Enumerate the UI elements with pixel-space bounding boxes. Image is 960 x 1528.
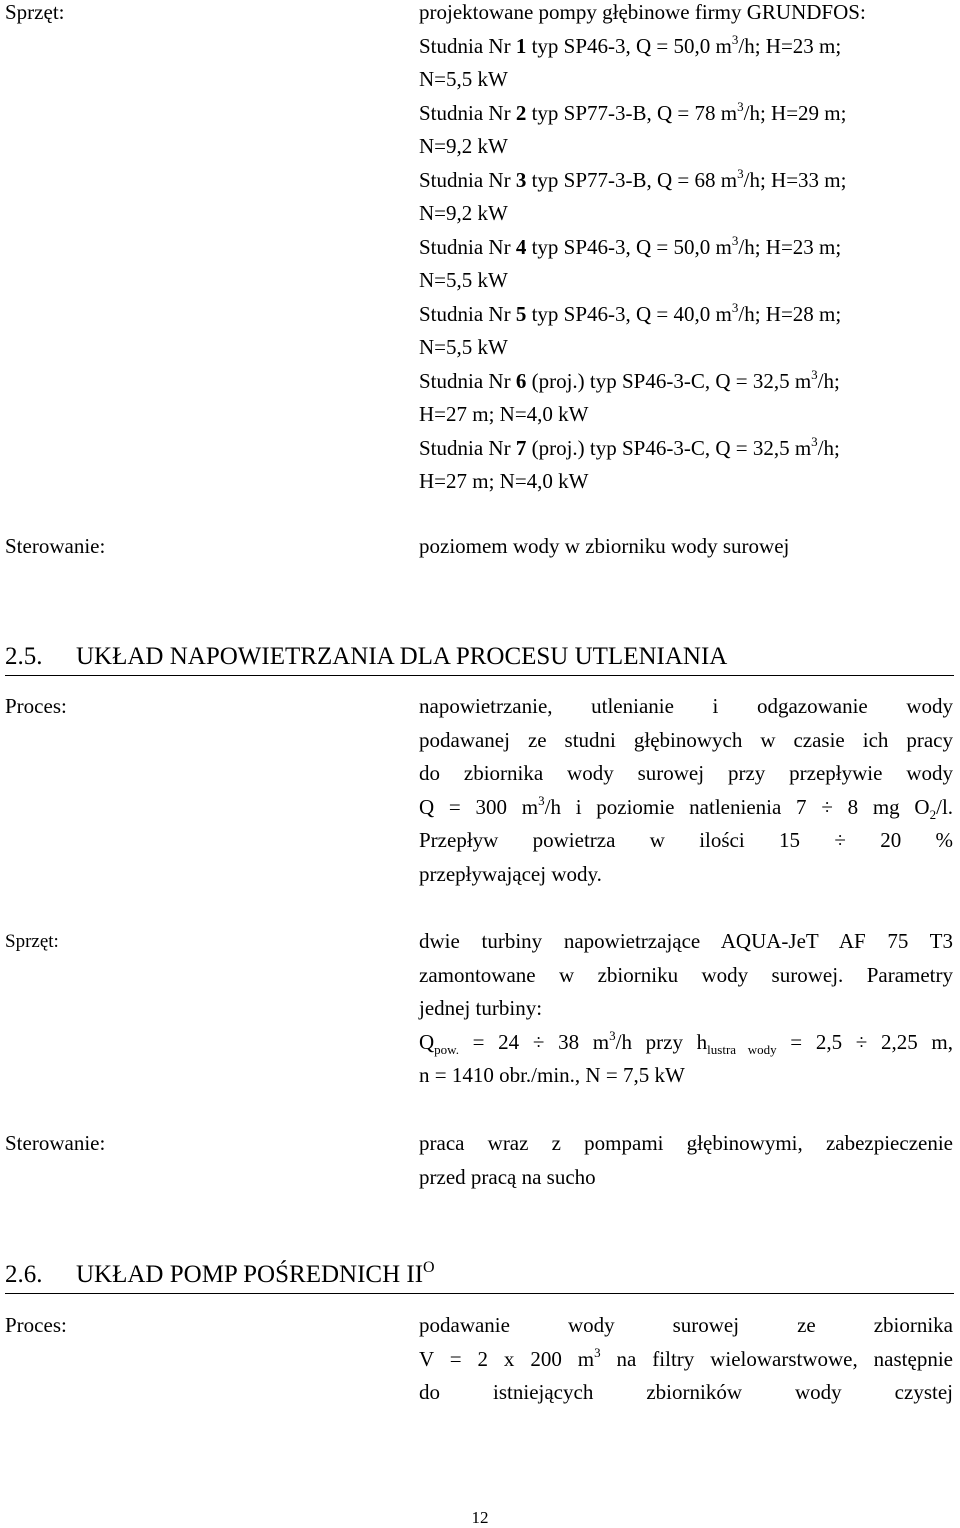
- well-number: 6: [515, 368, 527, 393]
- divide-icon: ÷: [532, 1029, 545, 1054]
- process-description: [419, 1309, 953, 1410]
- well-number: 4: [515, 234, 527, 259]
- process-label: Proces:: [5, 694, 67, 718]
- equipment-line: dwie turbiny napowietrzające AQUA-JeT AF 75 T3: [419, 929, 953, 953]
- control-line: przed pracą na sucho: [419, 1164, 596, 1189]
- equipment-label: Sprzęt:: [5, 0, 65, 24]
- heading-rule: [5, 675, 954, 676]
- process-line: przepływającej wody.: [419, 861, 602, 886]
- equipment-line: n = 1410 obr./min., N = 7,5 kW: [419, 1063, 685, 1087]
- heading-title: UKŁAD NAPOWIETRZANIA DLA PROCESU UTLENIANIA: [76, 643, 728, 670]
- equipment-line: jednej turbiny:: [419, 996, 543, 1020]
- heading-2-6: [5, 1260, 954, 1290]
- well-line: Studnia Nr 2 typ SP77-3-B, Q = 78 $m^3/h$; H=29 m;: [419, 98, 847, 125]
- divide-icon: ÷: [834, 828, 846, 852]
- process-line: do istniejących zbiorników wody czystej: [419, 1380, 953, 1404]
- well-line: H=27 m; N=4,0 kW: [419, 402, 589, 426]
- process-line: Q = 300 $m^3/h$ i poziomie natlenienia 7 ÷ 8 mg $O_2/l$.: [419, 792, 954, 822]
- control-label: Sterowanie:: [5, 1131, 106, 1155]
- control-line: praca wraz z pompami głębinowymi, zabezpieczenie: [419, 1131, 953, 1155]
- well-line: Studnia Nr 6 (proj.) typ SP46-3-C, Q = 32,5 $m^3/h$;: [419, 366, 840, 393]
- heading-superscript: O: [423, 1258, 435, 1276]
- process-line: podawanie wody surowej ze zbiornika: [419, 1313, 953, 1337]
- well-line: N=9,2 kW: [419, 201, 508, 225]
- process-line: do zbiornika wody surowej przy przepływie wody: [419, 761, 953, 785]
- well-number: 3: [515, 167, 527, 192]
- equipment-description: [419, 0, 953, 499]
- wells-list: [419, 30, 953, 499]
- process-line: V = 2 x 200 $m^3$ na filtry wielowarstwowe, następnie: [419, 1344, 953, 1371]
- well-line: N=5,5 kW: [419, 268, 508, 292]
- well-line: Studnia Nr 3 typ SP77-3-B, Q = 68 $m^3/h$; H=33 m;: [419, 165, 847, 192]
- well-number: 2: [515, 100, 527, 125]
- heading-rule: [5, 1293, 954, 1294]
- equipment-line: zamontowane w zbiorniku wody surowej. Parametry: [419, 962, 953, 987]
- page-number: 12: [471, 1508, 489, 1527]
- control-label: Sterowanie:: [5, 534, 106, 558]
- equipment-label: Sprzęt:: [5, 931, 59, 952]
- equipment-description: [419, 925, 953, 1093]
- process-line: podawanej ze studni głębinowych w czasie ich pracy: [419, 727, 953, 752]
- control-description: [419, 1127, 953, 1194]
- equipment-line: $Q_{pow.} = 24 \div 38$ $m^3/h$ przy $h_{lustra wody} = 2,5 \div 2,25$ m,: [419, 1027, 954, 1057]
- heading-2-5: [5, 642, 954, 672]
- process-line: Przepływ powietrza w ilości 15 ÷ 20 %: [419, 828, 953, 852]
- well-line: Studnia Nr 7 (proj.) typ SP46-3-C, Q = 32,5 $m^3/h$;: [419, 433, 840, 460]
- divide-icon: ÷: [821, 794, 833, 819]
- well-line: Studnia Nr 1 typ SP46-3, Q = 50,0 $m^3/h$; H=23 m;: [419, 31, 842, 58]
- heading-number: 2.5.: [5, 643, 43, 670]
- heading-title: UKŁAD POMP POŚREDNICH II: [76, 1261, 424, 1288]
- process-line: napowietrzanie, utlenianie i odgazowanie wody: [419, 694, 953, 718]
- process-description: [419, 690, 953, 891]
- equipment-intro: projektowane pompy głębinowe firmy GRUNDFOS:: [419, 0, 866, 24]
- well-line: N=9,2 kW: [419, 134, 508, 158]
- well-line: H=27 m; N=4,0 kW: [419, 469, 589, 493]
- process-label: Proces:: [5, 1313, 67, 1337]
- well-line: N=5,5 kW: [419, 67, 508, 91]
- heading-number: 2.6.: [5, 1261, 43, 1288]
- well-line: Studnia Nr 4 typ SP46-3, Q = 50,0 $m^3/h$; H=23 m;: [419, 232, 842, 259]
- control-text: poziomem wody w zbiorniku wody surowej: [419, 534, 790, 558]
- well-number: 5: [515, 301, 527, 326]
- well-number: 7: [515, 435, 527, 460]
- well-line: Studnia Nr 5 typ SP46-3, Q = 40,0 $m^3/h$; H=28 m;: [419, 299, 842, 326]
- divide-icon: ÷: [855, 1029, 868, 1054]
- well-number: 1: [515, 33, 527, 58]
- well-line: N=5,5 kW: [419, 335, 508, 359]
